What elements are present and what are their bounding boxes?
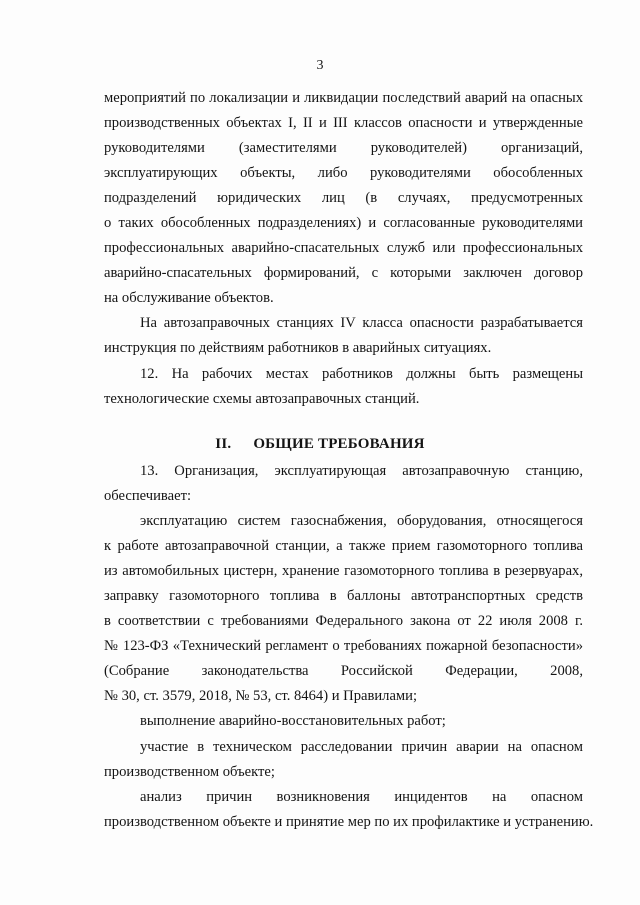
text-line: участие в техническом расследовании причин аварии на опасном bbox=[140, 739, 583, 755]
text-line: эксплуатацию систем газоснабжения, оборудования, относящегося bbox=[140, 513, 583, 529]
text-line: обеспечивает: bbox=[104, 488, 192, 504]
text-line: аварийно-спасательных формирований, с которыми заключен договор bbox=[104, 265, 583, 281]
section-number: II. bbox=[215, 436, 232, 452]
text-line: производственном объекте и принятие мер по их профилактике и устранению. bbox=[104, 814, 594, 830]
section-heading bbox=[0, 436, 640, 453]
text-line: к работе автозаправочной станции, а также прием газомоторного топлива bbox=[104, 538, 583, 554]
text-line: № 30, ст. 3579, 2018, № 53, ст. 8464) и Правилами; bbox=[104, 688, 418, 704]
text-line: технологические схемы автозаправочных станций. bbox=[104, 391, 420, 407]
text-line: в соответствии с требованиями Федерального закона от 22 июля 2008 г. bbox=[104, 613, 583, 629]
text-line: из автомобильных цистерн, хранение газомоторного топлива в резервуарах, bbox=[104, 563, 583, 579]
text-line: производственном объекте; bbox=[104, 764, 275, 780]
text-line: 12. На рабочих местах работников должны быть размещены bbox=[140, 366, 583, 382]
text-line: профессиональных аварийно-спасательных служб или профессиональных bbox=[104, 240, 583, 256]
text-line: выполнение аварийно-восстановительных работ; bbox=[140, 713, 446, 729]
text-line: (Собрание законодательства Российской Федерации, 2008, bbox=[104, 663, 583, 679]
text-line: анализ причин возникновения инцидентов на опасном bbox=[140, 789, 583, 805]
text-line: на обслуживание объектов. bbox=[104, 290, 274, 306]
text-line: мероприятий по локализации и ликвидации последствий аварий на опасных bbox=[104, 90, 583, 106]
text-line: 13. Организация, эксплуатирующая автозаправочную станцию, bbox=[140, 463, 583, 479]
text-line: руководителями (заместителями руководителей) организаций, bbox=[104, 140, 583, 156]
text-line: подразделений юридических лиц (в случаях, предусмотренных bbox=[104, 190, 583, 206]
text-line: заправку газомоторного топлива в баллоны автотранспортных средств bbox=[104, 588, 583, 604]
text-line: о таких обособленных подразделениях) и согласованные руководителями bbox=[104, 215, 583, 231]
text-line: производственных объектах I, II и III классов опасности и утвержденные bbox=[104, 115, 583, 131]
text-line: На автозаправочных станциях IV класса опасности разрабатывается bbox=[140, 315, 583, 331]
text-line: инструкция по действиям работников в аварийных ситуациях. bbox=[104, 340, 492, 356]
page-number: 3 bbox=[316, 58, 324, 73]
text-line: эксплуатирующих объекты, либо руководителями обособленных bbox=[104, 165, 583, 181]
section-title: ОБЩИЕ ТРЕБОВАНИЯ bbox=[253, 436, 425, 452]
text-line: № 123-ФЗ «Технический регламент о требованиях пожарной безопасности» bbox=[104, 638, 583, 654]
